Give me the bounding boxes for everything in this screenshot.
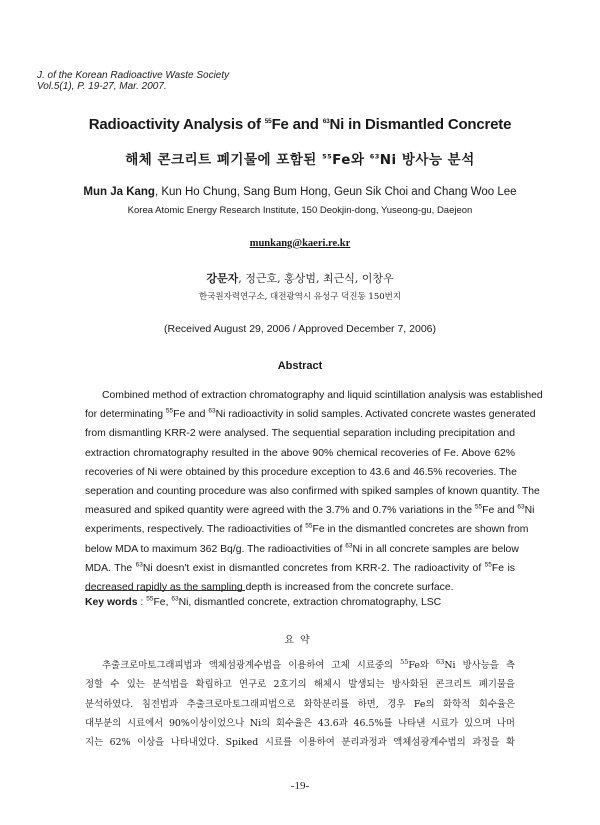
keywords: Key words : $^{55}$Fe, $^{63}$Ni, dismantled concrete, extraction chromatography, LSC (85, 595, 442, 608)
keywords-label: Key words (85, 597, 138, 608)
abstract-line: from dismantling KRR-2 were analysed. The sequential separation including precipitation and (85, 428, 515, 440)
korean-author-list: 강문자, 정근호, 홍상범, 최근식, 이창우 (206, 272, 394, 285)
paper-title: Radioactivity Analysis of $^{55}$Fe and $^{63}$Ni in Dismantled Concrete (88, 116, 512, 133)
korean-abstract-body (85, 656, 515, 752)
korean-abstract-line: 분석하였다. 침전법과 추출크로마토그래피법으로 화학분리를 하면, 경우 Fe의 화학적 회수율은 (85, 698, 515, 710)
abstract-line: extraction chromatography resulted in the above 90% chemical recoveries of Fe. Above 62% (85, 447, 515, 459)
lead-author: Mun Ja Kang (83, 186, 155, 198)
korean-abstract-line: 대부분의 시료에서 90%이상이었으나 Ni의 회수율은 43.6과 46.5%를 나타낸 시료가 있으며 나머 (85, 717, 515, 729)
journal-citation (37, 70, 229, 92)
corresponding-email[interactable]: munkang@kaeri.re.kr (249, 238, 351, 249)
korean-affiliation: 한국원자력연구소, 대전광역시 유성구 덕진동 150번지 (198, 292, 402, 302)
abstract-line: seperation and counting procedure was also confirmed with spiked samples of known quantity. The (85, 486, 540, 498)
journal-volume: Vol.5(1), P. 19-27, Mar. 2007. (37, 81, 167, 92)
author-list: Mun Ja Kang, Kun Ho Chung, Sang Bum Hong, Geun Sik Choi and Chang Woo Lee (83, 186, 517, 198)
abstract-line: experiments, respectively. The radioactivities of $^{55}$Fe in the dismantled concretes are shown from (85, 522, 529, 536)
page-number: -19- (290, 780, 310, 792)
received-dates: (Received August 29, 2006 / Approved December 7, 2006) (163, 323, 436, 335)
korean-paper-title: 해체 콘크리트 폐기물에 포함된 $^{55}$Fe와 $^{63}$Ni 방사능 분석 (125, 152, 475, 168)
abstract-line: recoveries of Ni were obtained by this procedure exception to 43.6 and 46.5% recoveries. The (85, 466, 517, 478)
abstract-line: measured and spiked quantity were agreed with the 3.7% and 0.7% variations in the $^{55}$Fe and $^{63}$Ni (85, 503, 535, 517)
abstract-line: for determinating $^{55}$Fe and $^{63}$Ni radioactivity in solid samples. Activated concrete wastes generated (85, 407, 536, 421)
abstract-line: MDA. The $^{63}$Ni doesn't exist in dismantled concretes from KRR-2. The radioactivity of $^{55}$Fe is (85, 561, 515, 574)
keywords-divider (85, 590, 245, 591)
abstract-heading: Abstract (277, 360, 323, 372)
korean-abstract-line: 정할 수 있는 분석법을 확립하고 연구로 2호기의 해체시 발생되는 방사화된 콘크리트 폐기물을 (85, 679, 515, 691)
affiliation: Korea Atomic Energy Research Institute, 150 Deokjin-dong, Yuseong-gu, Daejeon (127, 205, 473, 216)
abstract-line: decreased rapidly as the sampling depth is increased from the concrete surface. (85, 582, 454, 594)
journal-name: J. of the Korean Radioactive Waste Society (37, 70, 230, 81)
abstract-line: below MDA to maximum 362 Bq/g. The radioactivities of $^{63}$Ni in all concrete samples are below (85, 542, 519, 555)
korean-abstract-line: 추출크로마토그래피법과 액체섬광계수법을 이용하여 고체 시료중의 $^{55}$Fe와 $^{63}$Ni 방사능을 측 (102, 657, 515, 671)
korean-abstract-heading: 요약 (284, 635, 316, 646)
abstract-body (85, 386, 543, 597)
abstract-line: Combined method of extraction chromatography and liquid scintillation analysis was established (102, 390, 543, 401)
korean-abstract-line: 지는 62% 이상을 나타내었다. Spiked 시료를 이용하여 분리과정과 액체섬광계수법의 과정을 확 (85, 737, 515, 749)
